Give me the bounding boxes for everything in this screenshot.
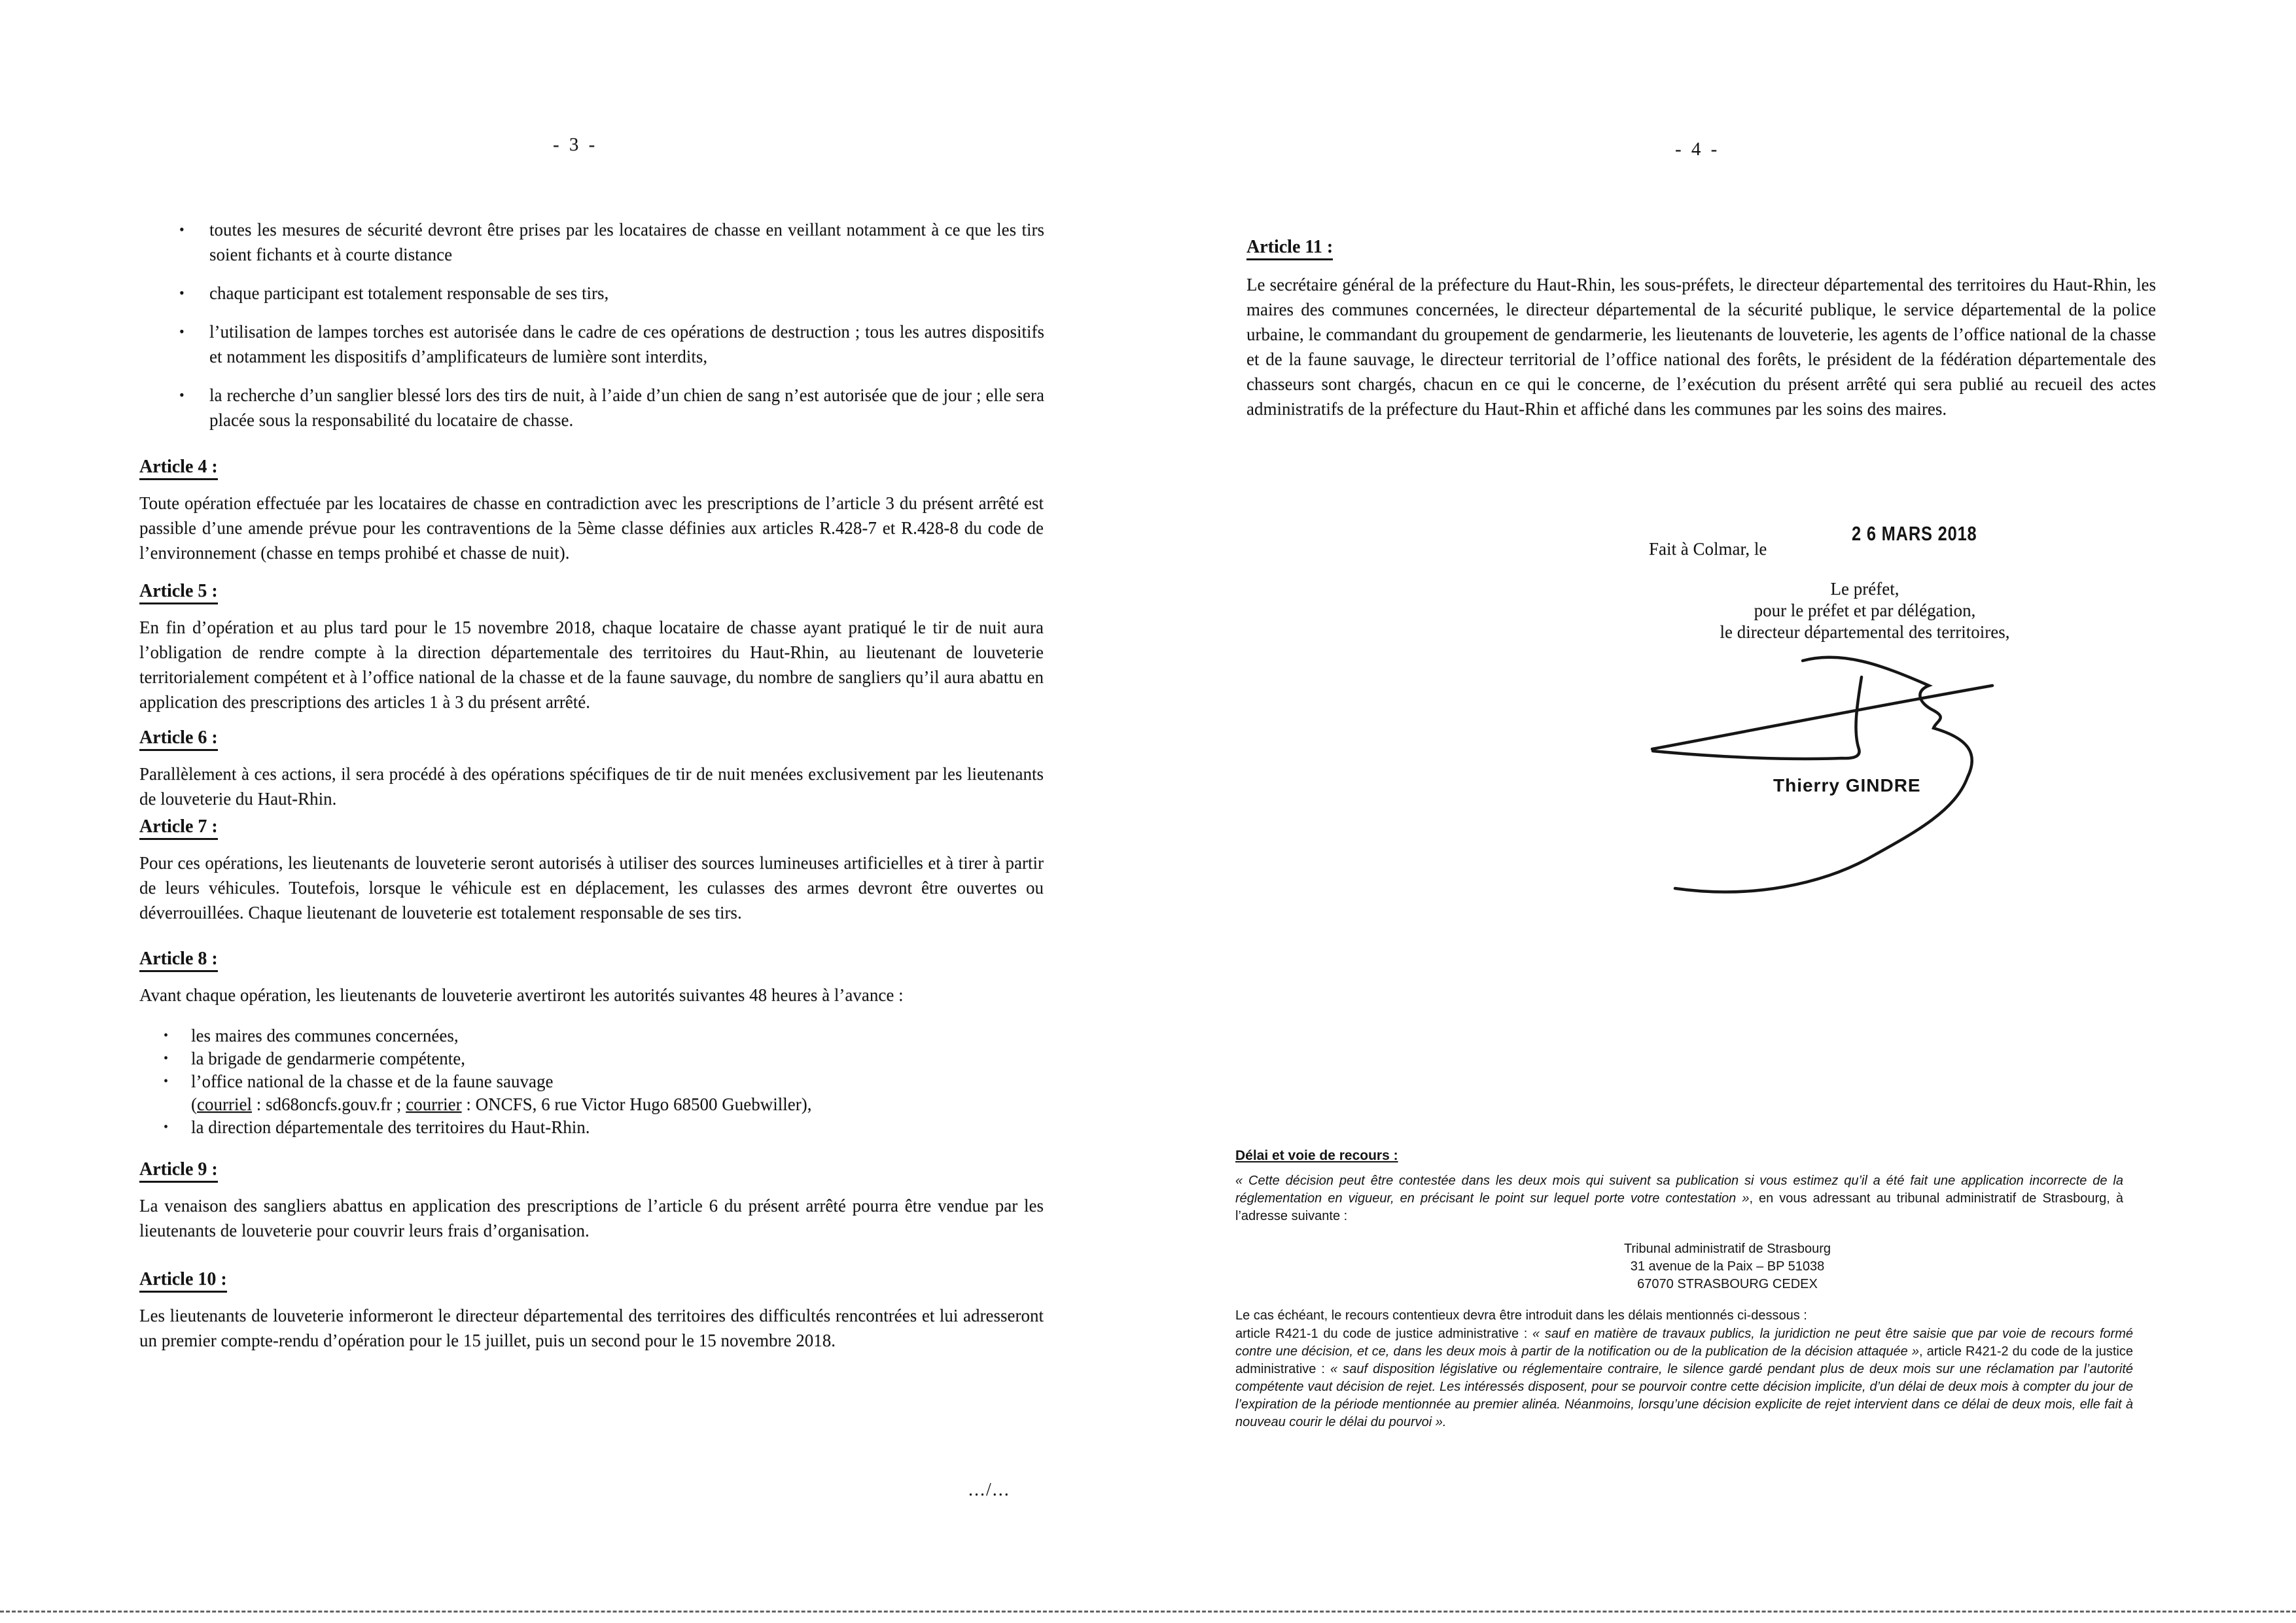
r421-2-quote: « sauf disposition législative ou réglementaire contraire, le silence gardé pendant plus de deux mois sur une réclamation par l’autorité compétente vaut décision de rejet. Les intéressés disposent, pour se pourvoir contre cette décision implicite, d’un délai de deux mois à compter du jour de l’expiration de la période mentionnée au premier alinéa. Néanmoins, lorsqu’une décision explicite de rejet intervient dans ce délai de deux mois, elle fait à nouveau courir le délai du pourvoi ».	[1235, 1362, 2133, 1429]
recourse-delay-note: Le cas échéant, le recours contentieux devra être introduit dans les délais mentionnés ci-dessous :	[1235, 1308, 1807, 1323]
article-6-title: Article 6 :	[139, 727, 218, 751]
article-4-title: Article 4 :	[139, 457, 218, 480]
bullet-label: la recherche d’un sanglier blessé lors des tirs de nuit, à l’aide d’un chien de sang n’est autorisée que de jour ; elle sera placée sous la responsabilité du locataire de chasse.	[209, 385, 1044, 430]
list-item	[164, 1047, 1044, 1070]
list-item	[164, 1116, 1044, 1139]
bullet-label: l’utilisation de lampes torches est autorisée dans le cadre de ces opérations de destruction ; tous les autres dispositifs et notamment les dispositifs d’amplificateurs de lumière sont interdits,	[209, 322, 1044, 366]
bullet-icon: •	[164, 1120, 169, 1134]
date-stamp: 2 6 MARS 2018	[1852, 522, 1977, 545]
r421-1-quote: « sauf en matière de travaux publics, la juridiction ne peut être saisie que par voie de recours formé contre une décision, et ce, dans les deux mois à partir de la notification ou de la publication de la décision attaquée »	[1235, 1327, 2133, 1359]
bullet-label: chaque participant est totalement responsable de ses tirs,	[209, 283, 609, 303]
bullet-icon: •	[179, 285, 185, 301]
article-4-section	[139, 457, 1044, 565]
list-item	[164, 1070, 1044, 1093]
bullet-icon: •	[164, 1051, 169, 1066]
article-9-body: La venaison des sangliers abattus en application des prescriptions de l’article 6 du présent arrêté pourra être vendue par les lieutenants de louveterie pour couvrir leurs frais d’organisation.	[139, 1196, 1044, 1240]
prefect-title-line: pour le préfet et par délégation,	[1754, 601, 1976, 620]
authorities-list	[164, 1024, 1044, 1139]
article-10-title: Article 10 :	[139, 1269, 227, 1293]
article-11-section	[1246, 237, 2156, 421]
article-5-section	[139, 581, 1044, 714]
paren: (	[191, 1094, 197, 1114]
article-9-title: Article 9 :	[139, 1159, 218, 1183]
courrier-label: courrier	[406, 1094, 462, 1114]
article-5-title: Article 5 :	[139, 581, 218, 604]
list-item	[179, 217, 1044, 267]
article-11-body: Le secrétaire général de la préfecture du Haut-Rhin, les sous-préfets, le directeur départemental des territoires du Haut-Rhin, les maires des communes concernées, le directeur départemental de la sécurité publique, le service départemental de la police urbaine, le commandant du groupement de gendarmerie, les lieutenants de louveterie, les agents de l’office national de la chasse et de la faune sauvage, le directeur territorial de l’office national des forêts, le président de la fédération départementale des chasseurs sont chargés, chacun en ce qui le concerne, de l’exécution du présent arrêté qui sera publié au recueil des actes administratifs de la préfecture du Haut-Rhin et affiché dans les communes par les soins des maires.	[1246, 275, 2156, 419]
page4-number: - 4 -	[1675, 139, 1720, 160]
place-date-label: Fait à Colmar, le	[1649, 539, 1767, 559]
article-8-body: Avant chaque opération, les lieutenants de louveterie avertiront les autorités suivantes 48 heures à l’avance :	[139, 985, 904, 1005]
courrier-value: : ONCFS, 6 rue Victor Hugo 68500 Guebwiller),	[461, 1094, 812, 1114]
list-item	[179, 319, 1044, 369]
page3-number: - 3 -	[553, 134, 598, 155]
prefect-title-line: Le préfet,	[1830, 579, 1899, 599]
courriel-label: courriel	[197, 1094, 252, 1114]
article-7-section	[139, 816, 1044, 925]
court-street: 31 avenue de la Paix – BP 51038	[1630, 1259, 1825, 1274]
prefect-title-line: le directeur départemental des territoires,	[1720, 622, 2010, 642]
bullet-icon: •	[179, 323, 185, 340]
article-10-section	[139, 1269, 1044, 1353]
signatory-name: Thierry GINDRE	[1773, 775, 1921, 795]
r421-2-label: , article R421-2 du code de la justice administrative :	[1235, 1344, 2133, 1376]
authority-label: l’office national de la chasse et de la faune sauvage	[191, 1072, 554, 1091]
authority-label: la direction départementale des territoires du Haut-Rhin.	[191, 1117, 590, 1137]
article-9-section	[139, 1159, 1044, 1243]
bullet-icon: •	[179, 221, 185, 237]
article-10-body: Les lieutenants de louveterie informeront le directeur départemental des territoires des difficultés rencontrées et lui adresseront un premier compte-rendu d’opération pour le 15 juillet, puis un second pour le 15 novembre 2018.	[139, 1306, 1044, 1350]
bullet-icon: •	[164, 1028, 169, 1043]
safety-bullet-list	[179, 217, 1044, 432]
recourse-notice	[1235, 1172, 2123, 1225]
article-8-section	[139, 949, 1044, 1007]
article-6-section	[139, 727, 1044, 811]
continuation-mark: .../...	[968, 1480, 1010, 1500]
authority-label: la brigade de gendarmerie compétente,	[191, 1049, 466, 1068]
article-7-body: Pour ces opérations, les lieutenants de louveterie seront autorisés à utiliser des sources lumineuses artificielles et à tirer à partir de leurs véhicules. Toutefois, lorsque le véhicule est en déplacement, les culasses des armes devront être ouvertes ou déverrouillées. Chaque lieutenant de louveterie est totalement responsable de ses tirs.	[139, 853, 1044, 922]
bullet-label: toutes les mesures de sécurité devront être prises par les locataires de chasse en veillant notamment à ce que les tirs soient fichants et à courte distance	[209, 220, 1044, 264]
article-6-body: Parallèlement à ces actions, il sera procédé à des opérations spécifiques de tir de nuit menées exclusivement par les lieutenants de louveterie du Haut-Rhin.	[139, 764, 1044, 809]
authority-label: les maires des communes concernées,	[191, 1026, 459, 1045]
article-7-title: Article 7 :	[139, 816, 218, 840]
recourse-notice-quote: « Cette décision peut être contestée dans les deux mois qui suivent sa publication si vous estimez qu’il a été fait une application incorrecte de la réglementation en vigueur, en précisant le point sur lequel porte votre contestation »	[1235, 1174, 2123, 1206]
courriel-value: : sd68oncfs.gouv.fr ;	[251, 1094, 406, 1114]
article-4-body: Toute opération effectuée par les locataires de chasse en contradiction avec les prescriptions de l’article 3 du présent arrêté est passible d’une amende prévue pour les contraventions de la 5ème classe définies aux articles R.428-7 et R.428-8 du code de l’environnement (chasse en temps prohibé et chasse de nuit).	[139, 493, 1044, 563]
legal-paragraph	[1235, 1325, 2133, 1431]
authority-contact-line	[164, 1093, 1044, 1116]
r421-1-label: article R421-1 du code de justice administrative :	[1235, 1327, 1533, 1341]
scan-artifact-line	[0, 1611, 2296, 1613]
recourse-notice-rest: , en vous adressant au tribunal administratif de Strasbourg, à l’adresse suivante :	[1235, 1191, 2123, 1223]
article-5-body: En fin d’opération et au plus tard pour le 15 novembre 2018, chaque locataire de chasse ayant pratiqué le tir de nuit aura l’obligation de rendre compte à la direction départementale des territoires du Haut-Rhin, au lieutenant de louveterie territorialement compétent et à l’office national de la chasse et de la faune sauvage, du nombre de sangliers qu’il aura abattu en application des prescriptions des articles 1 à 3 du présent arrêté.	[139, 618, 1044, 712]
court-address	[1466, 1240, 1989, 1293]
list-item	[164, 1024, 1044, 1047]
article-8-title: Article 8 :	[139, 949, 218, 972]
court-city: 67070 STRASBOURG CEDEX	[1637, 1277, 1818, 1291]
bullet-icon: •	[179, 387, 185, 403]
recourse-heading: Délai et voie de recours :	[1235, 1148, 1398, 1163]
bullet-icon: •	[164, 1074, 169, 1089]
article-11-title: Article 11 :	[1246, 237, 1333, 260]
court-name: Tribunal administratif de Strasbourg	[1623, 1242, 1831, 1256]
list-item	[179, 281, 1044, 305]
prefect-title-block	[1701, 578, 2028, 643]
list-item	[179, 383, 1044, 432]
